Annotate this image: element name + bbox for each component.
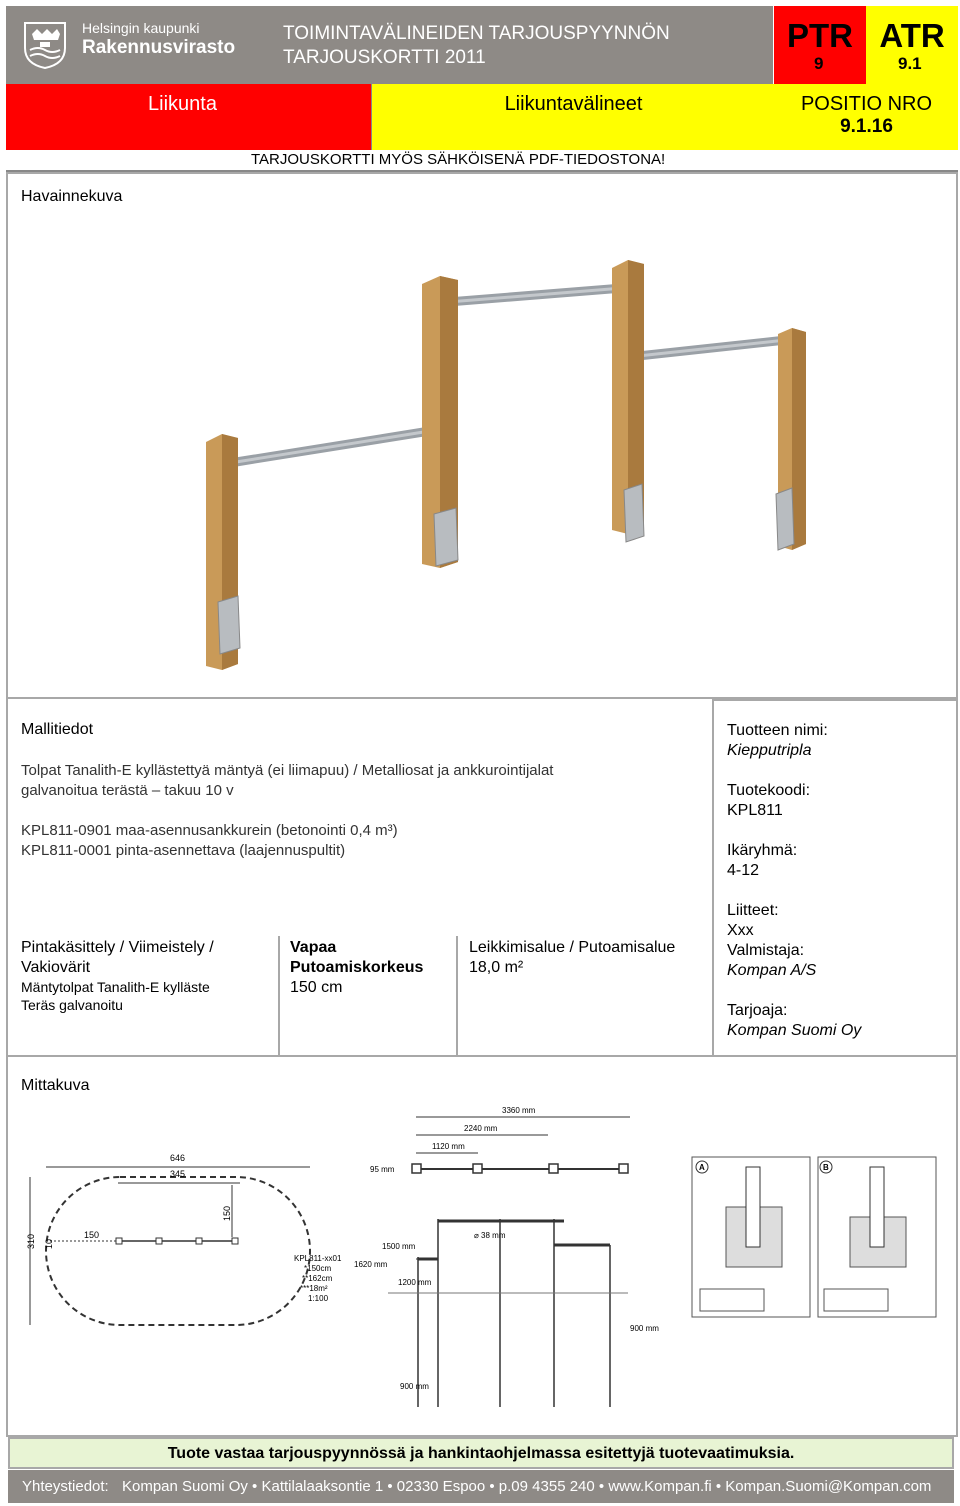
contact-details: Kompan Suomi Oy • Kattilalaaksontie 1 • 02330 Espoo • p.09 4355 240 • www.Kompan.fi • Kompan.Suomi@Kompan.com xyxy=(122,1478,932,1495)
kpl-a: *150cm xyxy=(304,1264,332,1273)
fall-height-section xyxy=(278,936,458,1057)
anchor-3 xyxy=(624,484,644,542)
fall-height-info xyxy=(290,938,423,998)
play-area-label: Leikkimisalue / Putoamisalue xyxy=(469,939,676,956)
plan-post-3 xyxy=(196,1238,202,1244)
surface-info xyxy=(21,938,214,1014)
surface-label-1: Pintakäsittely / Viimeistely / xyxy=(21,939,214,956)
manufacturer: Kompan A/S xyxy=(727,962,817,979)
document-title xyxy=(283,22,763,70)
detail-a-label: A xyxy=(699,1163,705,1172)
dim-310: 310 xyxy=(26,1233,36,1249)
category-box xyxy=(6,84,372,150)
logo-agency-name: Rakennusvirasto xyxy=(82,37,236,58)
product-code-label: Tuotekoodi: xyxy=(727,782,811,799)
detail-b-label: B xyxy=(823,1163,829,1172)
plan-post-4 xyxy=(232,1238,238,1244)
anchor-4 xyxy=(776,488,794,550)
pdf-note-row xyxy=(6,150,958,172)
detail-a-post xyxy=(746,1167,760,1247)
play-area-value: 18,0 m² xyxy=(469,959,524,976)
atr-label: ATR xyxy=(879,17,945,54)
dimension-drawing-section xyxy=(6,1057,958,1437)
illustration-section xyxy=(6,172,958,699)
ptr-number: 9 xyxy=(814,54,824,73)
equipment-illustration xyxy=(158,244,838,684)
kpl-d: 1:100 xyxy=(308,1294,329,1303)
dim-150a: 150 xyxy=(84,1230,100,1240)
product-info-section xyxy=(712,699,958,1057)
illustration-title: Havainnekuva xyxy=(21,188,123,205)
fall-height-label-2: Putoamiskorkeus xyxy=(290,959,424,976)
contact-bar xyxy=(8,1470,954,1503)
contact-label: Yhteystiedot: xyxy=(22,1478,109,1495)
anchor-1 xyxy=(218,596,240,654)
top-post-4 xyxy=(619,1164,628,1173)
play-area-info xyxy=(469,938,675,978)
kpl-code: KPL811-xx01 xyxy=(294,1254,342,1263)
positio-label: POSITIO NRO xyxy=(800,93,933,115)
product-name-label: Tuotteen nimi: xyxy=(727,722,828,739)
bar-mid-highlight xyxy=(638,340,786,356)
dim-2240: 2240 mm xyxy=(464,1124,498,1133)
title-line-1: TOIMINTAVÄLINEIDEN TARJOUSPYYNNÖN xyxy=(283,23,670,44)
surface-section xyxy=(6,936,280,1057)
subcategory-label: Liikuntavälineet xyxy=(504,93,643,115)
surface-line-1: Mäntytolpat Tanalith-E kylläste xyxy=(21,979,210,995)
manufacturer-label: Valmistaja: xyxy=(727,942,805,959)
surface-label-2: Vakiovärit xyxy=(21,959,91,976)
top-post-1 xyxy=(412,1164,421,1173)
dim-900b: 900 mm xyxy=(400,1382,429,1391)
model-info-line-4: KPL811-0001 pinta-asennettava (laajennuspultit) xyxy=(21,842,346,859)
dim-150b: 150 xyxy=(222,1205,232,1221)
kpl-b: **162cm xyxy=(302,1274,333,1283)
fall-height-label-1: Vapaa xyxy=(290,939,337,956)
crest-icon xyxy=(20,20,70,70)
surface-line-2: Teräs galvanoitu xyxy=(21,997,123,1013)
positio-number: 9.1.16 xyxy=(840,116,893,137)
top-post-3 xyxy=(549,1164,558,1173)
dim-1620: 1620 mm xyxy=(354,1260,388,1269)
fall-height-value: 150 cm xyxy=(290,979,343,996)
pdf-note: TARJOUSKORTTI MYÖS SÄHKÖISENÄ PDF-TIEDOSTONA! xyxy=(251,151,666,168)
model-info-text xyxy=(21,761,553,861)
product-info-list xyxy=(727,721,861,1041)
title-line-2: TARJOUSKORTTI 2011 xyxy=(283,47,486,68)
dim-3360: 3360 mm xyxy=(502,1106,536,1115)
product-name: Kiepputripla xyxy=(727,742,812,759)
atr-number: 9.1 xyxy=(898,54,922,73)
anchor-2 xyxy=(434,508,458,566)
model-info-line-1: Tolpat Tanalith-E kyllästettyä mäntyä (ei liimapuu) / Metalliosat ja ankkurointijalat xyxy=(21,762,554,779)
age-group-label: Ikäryhmä: xyxy=(727,842,798,859)
plan-post-1 xyxy=(116,1238,122,1244)
age-group: 4-12 xyxy=(727,862,760,879)
ptr-box xyxy=(773,6,866,84)
category-label: Liikunta xyxy=(148,93,217,115)
supplier: Kompan Suomi Oy xyxy=(727,1022,862,1039)
plan-post-2 xyxy=(156,1238,162,1244)
atr-box xyxy=(866,6,958,84)
requirements-note: Tuote vastaa tarjouspyynnössä ja hankintaohjelmassa esitettyjä tuotevaatimuksia. xyxy=(8,1437,954,1469)
detail-a-legend xyxy=(700,1289,764,1311)
bar-low-highlight xyxy=(236,430,436,462)
dim-10: 10 xyxy=(44,1238,54,1249)
city-logo xyxy=(20,20,70,70)
attachments-label: Liitteet: xyxy=(727,902,779,919)
safety-zone-outline xyxy=(46,1177,310,1325)
dim-1200: 1200 mm xyxy=(398,1278,432,1287)
detail-b-post xyxy=(870,1167,884,1247)
dim-345: 345 xyxy=(170,1169,186,1179)
dimension-drawing-title: Mittakuva xyxy=(21,1077,90,1094)
post-4-side xyxy=(792,328,806,550)
model-info-line-3: KPL811-0901 maa-asennusankkurein (betonointi 0,4 m³) xyxy=(21,822,398,839)
positio-box xyxy=(775,84,958,150)
detail-b-legend xyxy=(824,1289,888,1311)
dim-1500: 1500 mm xyxy=(382,1242,416,1251)
play-area-section xyxy=(456,936,714,1057)
logo-city-name: Helsingin kaupunki xyxy=(82,20,200,36)
top-post-2 xyxy=(473,1164,482,1173)
ptr-label: PTR xyxy=(787,17,853,54)
dim-95: 95 mm xyxy=(370,1165,395,1174)
product-code: KPL811 xyxy=(727,802,783,819)
subcategory-box xyxy=(372,84,775,150)
dim-900a: 900 mm xyxy=(630,1324,659,1333)
dim-38: ⌀ 38 mm xyxy=(474,1231,506,1240)
kpl-c: ***18m² xyxy=(300,1284,328,1293)
supplier-label: Tarjoaja: xyxy=(727,1002,788,1019)
model-info-section xyxy=(6,699,714,939)
dim-646: 646 xyxy=(170,1153,186,1163)
dim-1120: 1120 mm xyxy=(432,1142,465,1151)
model-info-title: Mallitiedot xyxy=(21,721,94,738)
bar-high-highlight xyxy=(448,288,623,302)
dimension-drawing xyxy=(8,1097,956,1427)
model-info-line-2: galvanoitua terästä – takuu 10 v xyxy=(21,782,234,799)
attachments: Xxx xyxy=(727,922,754,939)
